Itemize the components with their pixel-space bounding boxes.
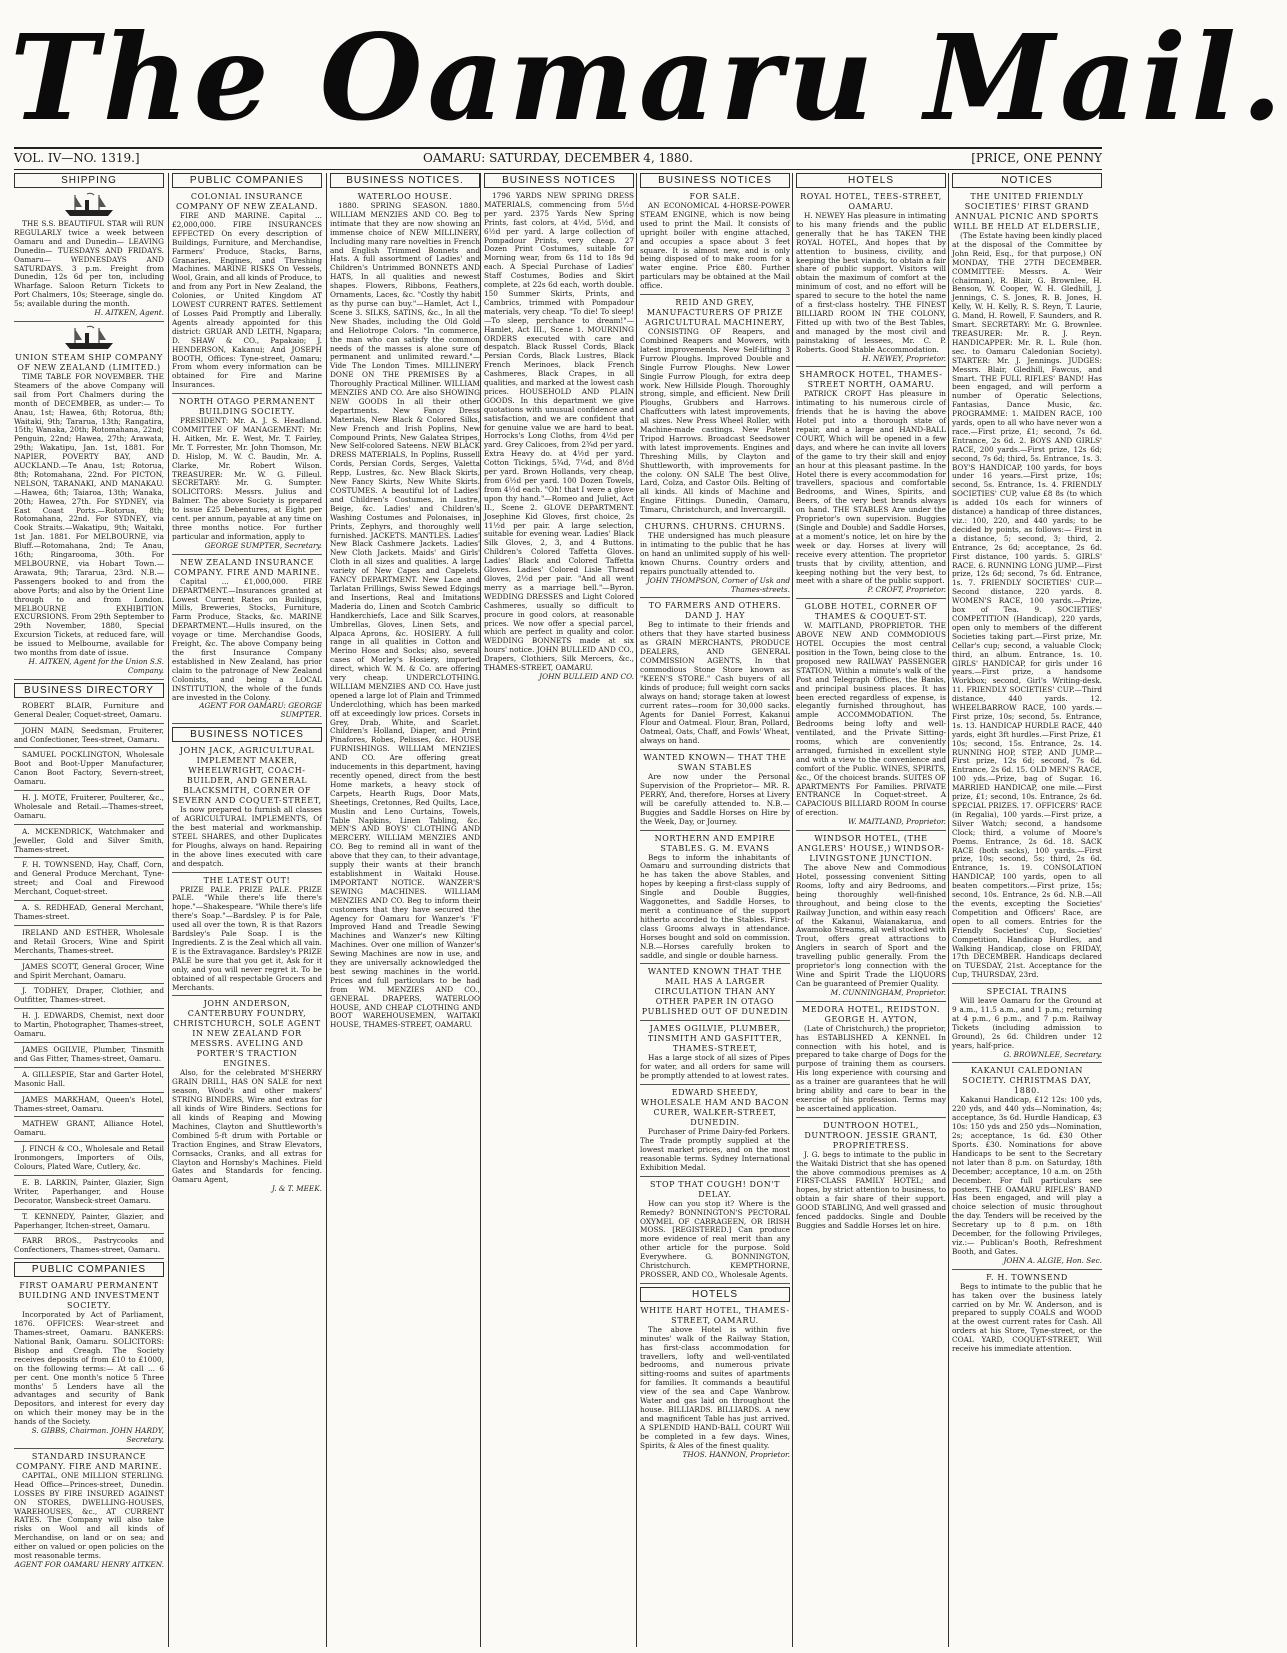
advertisement (14, 1012, 164, 1043)
advert-text: 1796 YARDS NEW SPRING DRESS MATERIALS, commencing from 5½d per yard. 2375 Yards New Spring Prints, fast colors, at 4½d, 5½d, and 6½d per yard. A large collection of Pompadour Prints, very cheap. 27 Dozen Print Costumes, suitable for Morning wear, from 6s 11d to 18s 9d each. A Special Purchase of Ladies' Staff Costumes, Bodies and Skirt complete, at 22s 6d each, worth double. 150 Summer Skirts, Prints, and Cambrics, trimmed with Pompadour materials, very cheap. "To die! To sleep!—To sleep, perchance to dream!"—Hamlet, Act III., Scene 1. MOURNING ORDERS executed with care and despatch. Black Russel Cords, Black Persian Cords, Black Lustres, Black French Merinoes, black French Cashmeres, Black Crapes, in all qualities, and marked at the lowest cash prices. HOUSEHOLD AND PLAIN GOODS. In this department we give quotations with unusual confidence and satisfaction, and we are confident that for genuine value we are hard to beat. Horrocks's Long Cloths, from 4½d per yard. Grey Calicoes, from 2¾d per yard. Extra Heavy do. at 4½d per yard. Cotton Tickings, 5¾d, 7¼d, and 8½d per yard. Brown Hollands, very cheap, from 6½d per yard. 100 Dozen Towels, from 4½d each. "Oh! that I were a glove upon thy hand."—Romeo and Juliet, Act II., Scene 2. GLOVE DEPARTMENT. Josephine Kid Gloves, first choice, 2s 11½d per pair. A large selection, suitable for evening wear. Ladies' Black Silk Gloves, 2, 3, and 4 Buttons. Children's Colored Taffetta Gloves. Ladies' Black and Colored Taffetta Gloves. Ladies' Colored Lisle Thread Gloves, 2½d per pair. "And all went merry as a marriage bell."—Byron. WEDDING DRESSES and Light Colored Cashmeres, usually so difficult to procure in good colors, at reasonable prices. We now offer a special parcel, which are perfect in quality and color. WEDDING BONNETS made at six hours' notice. JOHN BULLEID AND CO., Drapers, Clothiers, Silk Mercers, &c., THAMES-STREET, OAMARU. (484, 191, 634, 673)
advertisement (14, 751, 164, 791)
advert-text: Incorporated by Act of Parliament, 1876. OFFICES: Wear-street and Thames-street, Oamaru. BANKERS: National Bank, Oamaru. SOLICITORS: Bishop and Creagh. The Society receives deposits of from £10 to £1000, on the following terms:— At call ... 6 per cent. One month's notice 5 Three months' 5 Lenders have all the advantages and security of Bank Depositors, and interest for every day on which their money may be in the hands of the Society. (14, 1310, 164, 1427)
advert-text: JAMES SCOTT, General Grocer, Wine and Spirit Merchant, Oamaru. (14, 961, 164, 980)
advert-text: The above Hotel is within five minutes' walk of the Railway Station, has first-class accommodation for travellers, lofty and well-ventilated bedrooms, and numerous private sitting-rooms and suites of apartments for families. It commands a beautiful view of the sea and Cape Wanbrow. Water and gas laid on throughout the house. BILLIARDS. BILLIARDS. A new and magnificent Table has just arrived. A SPLENDID HAND-BALL COURT Will be completed in a few days. Wines, Spirits, & Ales of the finest quality. (640, 1324, 790, 1450)
advert-text: Begs to inform the inhabitants of Oamaru and surrounding districts that he has taken the above Stables, and hopes by keeping a first-class supply of Single and Double Buggies, Waggonettes, and Saddle Horses, to merit a continuance of the support hitherto accorded to the Stables. First-class Grooms always in attendance. Horses bought and sold on commission. N.B.—Horses carefully broken to saddle, and single or double harness. (640, 852, 790, 960)
advertisement (796, 1121, 946, 1234)
advert-title: MEDORA HOTEL, REIDSTON. GEORGE H. AYTON, (801, 1004, 941, 1024)
advertisement (14, 1145, 164, 1176)
advertisement (14, 904, 164, 926)
advert-text: 1880. SPRING SEASON. 1880. WILLIAM MENZIES AND CO. Beg to intimate that they are now showing an immense choice of NEW MILLINERY, Including many rare novelties in French and English Trimmed Bonnets and Hats. A full assortment of Ladies' and Children's Untrimmed BONNETS AND HATS, In all qualities and newest shapes. Flowers, Ribbons, Feathers, Ornaments, Laces, &c. "Costly thy habit as thy purse can buy."—Hamlet, Act I., Scene 3. SILKS, SATINS, &c., In all the New Shades, including the Old Gold and Heliotrope Colors. "In commerce, the man who can satisfy the common needs of the masses is alone sure of permanent and unlimited reward."—Vide The London Times. MILLINERY DONE ON THE PREMISES By a Thoroughly Practical Milliner. WILLIAM MENZIES AND CO. Are also SHOWING NEW GOODS In all their other departments. New Fancy Dress Materials, New Black & Colored Silks, New French and Irish Poplins, New Compound Prints, New Galatea Stripes, New Self-colored Sateens. NEW BLACK DRESS MATERIALS, In Poplins, Russell Cords, Persian Cords, Serges, Valetta Repp, Lustres, &c. New Black Skirts, New Fancy Skirts, New White Skirts. COSTUMES. A beautiful lot of Ladies' and Children's Costumes, in Lustre, Beige, &c. Ladies' and Children's Washing Costumes and Polonaises, in Prints, Zephyrs, and thoroughly well furnished. JACKETS. MANTLES. Ladies' New Black Cashmere Jackets. Ladies' New Cloth Jackets. Maids' and Girls' Cloth in all sizes and qualities. A large variety of New Capes and Capelets. FANCY DEPARTMENT. New Lace and Tarlatan Frillings, Swiss Sewed Edgings and Insertions, Real and Imitations Maderia do, Linen and Scotch Cambric Handkerchiefs, Lace and Silk Scarves, Umbrellas, Gloves, Linen Sets, and Alpaca Aprons, &c. HOSIERY. A full range in all qualities in Cotton and Merino Hose and Socks; also, several cases of Morley's Hosiery, imported direct, which W. M. & Co. are offering very cheap. UNDERCLOTHING. WILLIAM MENZIES AND CO. Have just opened a large lot of Plain and Trimmed Underclothing, which has been marked off at exceedingly low prices. Corsets in Grey, Drab, White, and Scarlet. Children's Holland, Diaper, and Print Pinafores, Robes, Pelisses, &c. HOUSE FURNISHINGS. WILLIAM MENZIES AND CO. Are offering great inducements in this department, having recently opened, direct from the best Home markets, a heavy stock of Carpets, Hearth Rugs, Door Mats, Sheetings, Cretonnes, Red Quilts, Lace, Muslin and Leno Curtains, Towels, Table Napkins, Linen Tabling, &c. MEN'S AND BOYS' CLOTHING AND MERCERY. WILLIAM MENZIES AND CO. Beg to remind all in want of the above that they can, to their advantage, supply their wants at their branch establishment in Waitaki House. IMPORTANT NOTICE. WANZER'S SEWING MACHINES. WILLIAM MENZIES AND CO. Beg to inform their customers that they have secured the Agency for Oamaru for Wanzer's 'F' Improved Hand and Treadle Sewing Machines and Wanzer's new Kilting Machines. Over one million of Wanzer's Sewing Machines are now in use, and they are universally acknowledged the best sewing machines in the world. Prices and full particulars to be had from WM. MENZIES AND CO., GENERAL DRAPERS, WATERLOO HOUSE, AND CHEAP CLOTHING AND BOOT WAREHOUSEMEN, WAITAKI HOUSE, THAMES-STREET, OAMARU. (330, 201, 480, 1030)
advertisement (172, 876, 322, 997)
advertisement (172, 558, 322, 725)
advert-text: Are now under the Personal Supervision of the Proprietor— MR. R. PERRY, And, therefore, Horses at Livery will be carefully attended to. N.B.—Buggies and Saddle Horses on Hire by the Week, Day, or Journey. (640, 772, 790, 826)
advertisement (14, 861, 164, 901)
advertisement (640, 1088, 790, 1177)
advertisement (14, 828, 164, 859)
advert-text: Beg to intimate to their friends and others that they have started business as GRAIN MERCHANTS, PRODUCE DEALERS, AND GENERAL COMMISSION AGENTS, In that commodious Stone Store known as "KEEN'S STORE." Cash buyers of all kinds of produce; full weight corn sacks always on hand; storage taken at lowest current rates—room for 30,000 sacks. Agents for Daniel Forrest, Kakanui Flour and Oatmeal. Flour, Bran, Pollard, Oatmeal, Oats, Chaff, and Fowls' Wheat, always on hand. (640, 620, 790, 746)
advert-title: JOHN ANDERSON, CANTERBURY FOUNDRY, CHRISTCHURCH, SOLE AGENT IN NEW ZEALAND FOR MESSRS. AVELING AND PORTER'S TRACTION ENGINES. (173, 999, 321, 1069)
advertisement (14, 987, 164, 1009)
column-divider (636, 173, 637, 1647)
advert-signature: S. GIBBS, Chairman. JOHN HARDY, Secretary. (31, 1426, 164, 1444)
advert-text: J. FINCH & CO., Wholesale and Retail Ironmongers, Importers of Oils, Colours, Plated Ware, Cutlery, &c. (14, 1144, 164, 1172)
column-heading: NOTICES (952, 173, 1102, 188)
advert-text: AN ECONOMICAL 4-HORSE-POWER STEAM ENGINE, which is now being used to print the Mail. It consists of upright boiler with engine attached, and occupies a space about 3 feet square. It is almost new, and is only being disposed of to make room for a water engine. Price £80. Further particulars may be obtained at the Mail office. (640, 201, 790, 291)
advert-title: WHITE HART HOTEL, THAMES-STREET, OAMARU. (640, 1305, 790, 1325)
advert-text: Also, for the celebrated M'SHERRY GRAIN DRILL, HAS ON SALE for next season, Wood's and other makers' STRING BINDERS, Wire and extras for all kinds of Wire Binders. Sections for all kinds of Reaping and Mowing Machines, Clayton and Shuttleworth's Combined 5-ft drum with Portable or Traction Engines, and Straw Elevators, Cornsacks, Cranks, and all extras for Clayton and Hornsby's Machines. Field Gates and Standards for fencing. Oamaru Agent, (172, 1068, 322, 1185)
advertisement (172, 397, 322, 555)
advertisement (172, 999, 322, 1197)
advert-text: SAMUEL POCKLINGTON, Wholesale Boot and Boot-Upper Manufacturer, Canon Boot Factory, Severn-street, Oamaru. (14, 750, 164, 787)
advertisement (14, 1096, 164, 1118)
advertisement (14, 1179, 164, 1210)
advert-signature: JOHN A. ALGIE, Hon. Sec. (1003, 1255, 1102, 1265)
advertisement (14, 1071, 164, 1093)
advert-title: SHAMROCK HOTEL, THAMES-STREET NORTH, OAMARU. (799, 370, 943, 390)
advertisement (796, 1005, 946, 1118)
advert-text: FIRE AND MARINE. Capital ... £2,000,000. FIRE INSURANCES EFFECTED On every description of Buildings, Furniture, and Merchandise, Farmers' Produce, Stacks, Barns, Granaries, Engines, and Threshing Machines. MARINE RISKS On Vessels, Wool, Grain, and all kinds of Produce, to and from any Port in New Zealand, the Colonies, or United Kingdom AT LOWEST CURRENT RATES. Settlement of Losses Paid Promptly and Liberally. Agents already appointed for this district: GRUAR AND LEITH, Ngapara; D. SHAW & CO., Papakaio; J. HENDERSON, Kakanui; And JOSEPH BOOTH, Offices: Tyne-street, Oamaru; From whom every information can be obtained for Fire and Marine Insurances. (172, 211, 322, 390)
advert-signature: W. MAITLAND, Proprietor. (847, 817, 946, 827)
advert-title: NEW ZEALAND INSURANCE COMPANY. FIRE AND MARINE. (173, 557, 321, 577)
advert-signature: P. CROFT, Proprietor. (867, 585, 946, 595)
page-column (796, 173, 946, 1647)
advertisement (640, 1306, 790, 1463)
column-divider (326, 173, 327, 1647)
advert-text: (The Estate having been kindly placed at the disposal of the Committee by John Reid, Esq., for that purpose,) ON MONDAY, THE 27TH DECEMBER. COMMITTEE: Messrs. A. Weir (chairman), R. Blair, G. Brownlee, H. Benson, W. Cooper, W. H. Gledhill, J. Jennings, C. S. Jones, R. B. Jones, H. Kelly, W. H. Kelly, R. S. Reyn, T. Laurie, G. Mand, H. Rowell, F. Saunders, and R. Smart. SECRETARY: Mr. G. Brownlee. TREASURER: Mr. R. J. Reyn. HANDICAPPER: Mr. R. L. Rule (hon. sec. to Oamaru Caledonian Society). STARTER: Mr. J. Jennings. JUDGES: Messrs. Blair, Gledhill, Fawcus, and Smart. THE FULL RIFLES' BAND! Has been engaged, and will perform a number of Operatic Selections, Fantasias, Dance Music, &c. PROGRAMME: 1. MAIDEN RACE, 100 yards, open to all who have never won a race.—First prize, £1; second, 7s 6d. Entrance, 2s 6d. 2. BOYS AND GIRLS' RACE, 200 yards.—First prize, 12s 6d; second, 7s 6d; third, 5s. Entrance, 1s. 3. BOY'S HANDICAP, 100 yards, for boys under 16 years.—First prize, 10s; second, 5s. Entrance, 1s. 4. FRIENDLY SOCIETIES' CUP, value £8 8s (to which is added 10s each for winners of distance) a handicap of three distances, viz.: 100, 220, and 440 yards; to be decided by points, as follows:— First in a distance, 5; second, 3; third, 2. Entrance, 2s 6d; acceptance, 2s 6d. First distance, 100 yards. 5. GIRLS' RACE. 6. RUNNING LONG JUMP.—First prize, 12s 6d; second, 7s 6d. Entrance, 1s. 7. FRIENDLY SOCIETIES' CUP.—Second distance, 220 yards. 8. WOMEN'S RACE, 100 yards.—Prize, box of Tea. 9. SOCIETIES' COMPETITION (Handicap), 220 yards, open only to members of the different Societies taking part.—First prize, Mr. Cellar's cup; second, a valuable Clock; third, an album. Entrance, 1s. 10. GIRLS' HANDICAP, for girls under 16 years.—First prize, a handsome Workbox; second, Girl's Writing-desk. 11. FRIENDLY SOCIETIES' CUP.—Third distance, 440 yards. 12. WHEELBARROW RACE, 100 yards.—First prize, 10s; second, 5s. Entrance, 1s. 13. HANDICAP HURDLE RACE, 440 yards, eight 3ft hurdles.—First Prize, £1 10s; second, 15s. Entrance, 2s. 14. RUNNING HOP, STEP, AND JUMP.—First prize, 12s 6d; second, 7s 6d. Entrance, 2s 6d. 15. OLD MEN'S RACE, 100 yds.—Prize, bag of Sugar. 16. MARRIED HANDICAP, one mile.—First prize, £1; second, 10s. Entrance, 2s 6d. SPECIAL PRIZES. 17. OFFICERS' RACE (in Regalia), 100 yards.—First prize, a Silver Watch; second, a handsome Clock; third, a volume of Moore's Poems. Entrance, 2s 6d. 18. SACK RACE (both sacks), 100 yards.—First prize, 10s; second, 5s; third, 2s 6d. Entrance, 1s. 19. CONSOLATION HANDICAP, 100 yards, open to all beaten competitors.—First prize, 15s; second, 10s. Entrance, 2s 6d. N.B.—All the events, excepting the Societies' Competition and Officers' Race, are open to all comers. Entries for the Friendly Societies' Cup, Societies' Competition, Handicap Hurdles, and Walking Handicap, close on FRIDAY, 17th DECEMBER. Handicaps declared on TUESDAY, 21st. Acceptance for the Cup, THURSDAY, 23rd. (952, 231, 1102, 980)
advert-title: ROYAL HOTEL, TEES-STREET, OAMARU. (800, 192, 942, 211)
advert-text: J. TODHEY, Draper, Clothier, and Outfitter, Thames-street. (14, 986, 164, 1005)
advert-text: TIME TABLE FOR NOVEMBER. THE Steamers of the above Company will sail from Port Chalmers during the month of DECEMBER, as under:— To Anau, 1st; Hawea, 6th; Rotorua, 8th; Waitaki, 9th; Tararua, 13th; Rangatira, 15th; Wanaka, 20th; Rotomahana, 22nd; Penguin, 22nd; Hawea, 27th; Arawata, 29th; Wakatipu, Jan. 1st, 1881. For NAPIER, POVERTY BAY, AND AUCKLAND.—Te Anau, 1st; Rotorua, 8th; Rotomahana, 22nd. For PICTON, NELSON, TARANAKI, AND MANAKAU.—Hawea, 6th; Taiaroa, 13th; Wanaka, 20th; Hawea, 27th. For SYDNEY, via East Coast Ports.—Rotorua, 8th; Rotomahana, 22nd. For SYDNEY, via Cook Straits.—Wakatipu, 9th; Waitaki, 1st Jan. 1881. For MELBOURNE, via Bluff.—Rotomahana, 2nd; Te Anau, 16th; Ringarooma, 30th. For MELBOURNE, via Hobart Town.—Arawata, 9th; Tararua, 23rd. N.B.—Passengers booked to and from the above Ports; and also by the Orient Line through to and from London. MELBOURNE EXHIBITION EXCURSIONS. From 29th September to 29th November, 1880, Special Excursion Tickets, at reduced fare, will be issued to Melbourne, available for two months from date of issue. (14, 371, 164, 658)
column-heading: HOTELS (640, 1287, 790, 1302)
advertisement (796, 834, 946, 1002)
advertisement (14, 192, 164, 322)
advert-text: (Late of Christchurch,) the proprietor, has ESTABLISHED A KENNEL In connection with his hotel, and is prepared to take charge of Dogs for the purpose of training them as coursers. His long experience with coursing and as a trainer are guarantees that he will bring ability and care to bear in the exercise of his profession. Terms may be ascertained application. (796, 1023, 946, 1113)
advertisement (640, 967, 790, 1021)
advert-text: H. J. EDWARDS, Chemist, next door to Martin, Photographer, Thames-street, Oamaru. (14, 1011, 164, 1039)
advert-title: WATERLOO HOUSE. (357, 192, 453, 201)
advert-title: JOHN JACK, AGRICULTURAL IMPLEMENT MAKER, WHEELWRIGHT, COACH-BUILDER, AND GENERAL BLACKSMITH, CORNER OF SEVERN AND COQUET-STREET, (172, 746, 322, 806)
advertisement (14, 794, 164, 825)
column-heading: BUSINESS DIRECTORY (14, 683, 164, 698)
advert-title: EDWARD SHEEDY, WHOLESALE HAM AND BACON CURER, WALKER-STREET, DUNEDIN. (640, 1088, 790, 1128)
advertisement (14, 727, 164, 749)
advert-title: WINDSOR HOTEL, (THE ANGLERS' HOUSE,) WINDSOR-LIVINGSTONE JUNCTION. (797, 834, 945, 864)
advertisement (640, 834, 790, 965)
advert-title: STANDARD INSURANCE COMPANY. FIRE AND MARINE. (15, 1451, 163, 1471)
advert-text: F. H. TOWNSEND, Hay, Chaff, Corn, and General Produce Merchant, Tyne-street; and Coal and Firewood Merchant, Coquet-street. (14, 860, 164, 897)
column-heading: BUSINESS NOTICES. (330, 173, 480, 188)
advertisement (330, 192, 480, 1033)
advert-text: IRELAND AND ESTHER, Wholesale and Retail Grocers, Wine and Spirit Merchants, Thames-street. (14, 927, 164, 955)
advertisement (952, 1066, 1102, 1269)
advert-text: THE S.S. BEAUTIFUL STAR will RUN REGULARLY twice a week between Oamaru and and Dunedin— LEAVING Dunedin— TUESDAYS AND FRIDAYS. Oamaru— WEDNESDAYS AND SATURDAYS. 3 p.m. Freight from Dunedin, 12s 6d per ton, including Wharfage. Saloon Return Tickets to Port Chalmers, 10s; Steerage, single do. 5s; available during the month. (14, 219, 164, 309)
advertisement (952, 192, 1102, 984)
advertisement (14, 963, 164, 985)
page-column (952, 173, 1102, 1647)
advert-signature: JOHN THOMPSON, Corner of Usk and Thames-streets. (646, 575, 790, 594)
advert-text: J. G. begs to intimate to the public in the Waitaki District that she has opened the above commodious premises as A FIRST-CLASS FAMILY HOTEL; and hopes, by strict attention to business, to obtain a fair share of their support. GOOD STABLING, And well grassed and fenced paddocks. Single and Double Buggies and Saddle Horses let on hire. (796, 1149, 946, 1230)
advert-title: DUNTROON HOTEL, DUNTROON. JESSIE GRANT, PROPRIETRESS. (804, 1120, 938, 1150)
page-column (640, 173, 790, 1647)
advert-text: Begs to intimate to the public that he has taken over the business lately carried on by Mr. W. Anderson, and is prepared to supply COALS and WOOD at the owest current rates for Cash. All orders at his Store, Tyne-street, or the COAL YARD, COQUET-STREET, Will receive his immediate attention. (952, 1281, 1102, 1354)
advert-title: FOR SALE. (689, 192, 741, 201)
advert-signature: JOHN BULLEID AND CO. (539, 671, 634, 681)
column-heading: BUSINESS NOTICES (172, 727, 322, 742)
advertisement (640, 298, 790, 519)
advertisement (14, 702, 164, 724)
advert-signature: J. & T. MEEK. (271, 1184, 322, 1194)
advertisement (640, 522, 790, 598)
column-heading: BUSINESS NOTICES (484, 173, 634, 188)
advertisement (640, 192, 790, 295)
advertisement (484, 192, 634, 685)
advertisement (14, 1046, 164, 1068)
advert-text: CAPITAL, ONE MILLION STERLING. Head Office—Princes-street, Dunedin. LOSSES BY FIRE INSURED AGAINST ON STORES, DWELLING-HOUSES, WAREHOUSES, &c., AT CURRENT RATES. The Company will also take risks on Wool and all kinds of Merchandise, on land or on sea; and either on valued or open policies on the most reasonable terms. (14, 1470, 164, 1561)
advert-text: H. J. MOTE, Fruiterer, Poulterer, &c., Wholesale and Retail.—Thames-street, Oamaru. (14, 793, 164, 820)
advert-signature: M. CUNNINGHAM, Proprietor. (830, 987, 946, 997)
advert-text: T. KENNEDY, Painter, Glazier, and Paperhanger, Itchen-street, Oamaru. (14, 1211, 164, 1230)
advert-text: Capital ... £1,000,000. FIRE DEPARTMENT.—Insurances granted at Lowest Current Rates on Buildings, Mills, Breweries, Stocks, Furniture, Farm Produce, Stacks, &c. MARINE DEPARTMENT.—Hulls insured, on the voyage or time. Merchandise Goods, Freight, &c. The above Company being the first Insurance Company established in New Zealand, has prior claim to the patronage of New Zealand Colonists, and being a LOCAL INSTITUTION, the whole of the funds are invested in the Colony. (172, 576, 322, 702)
advert-title: CHURNS. CHURNS. CHURNS. (644, 522, 786, 532)
advertisement (952, 1273, 1102, 1357)
advert-text: THE undersigned has much pleasure in intimating to the public that he has on hand an unlimited supply of his well-known Churns. Country orders and repairs punctually attended to. (640, 531, 790, 576)
advert-text: A. MCKENDRICK, Watchmaker and Jeweller, Gold and Silver Smith, Thames-street. (14, 826, 164, 854)
column-divider (948, 173, 949, 1647)
advert-text: PATRICK CROFT Has pleasure in intimating to his numerous circle of friends that he is having the above Hotel put into a thorough state of repair, and a large and HAND-BALL COURT, Which will be opened in a few days, and where he can invite all lovers of the game to try their skill and enjoy an hour at this pleasant pastime. In the Hotel there is every accommodation for travellers, spacious and comfortable Bedrooms, and Wines, Spirits, and Beers, of the very best brands always on hand. THE STABLES Are under the Proprietor's own supervision. Buggies (Single and Double) and Saddle Horses, at a moment's notice, let on hire by the week or day. Horses at livery will receive every attention. The proprietor trusts that by civility, attention, and keeping nothing but the very best, to meet with a share of the public support. (796, 389, 946, 586)
advert-text: Has a large stock of all sizes of Pipes for water, and all orders for same will be promptly attended to at lowest rates. (640, 1053, 790, 1081)
advertisement (796, 192, 946, 367)
advert-title: THE LATEST OUT! (203, 875, 291, 885)
advertisement (14, 1213, 164, 1235)
advert-text: How can you stop it? Where is the Remedy? BONNINGTON'S PECTORAL OXYMEL OF CARRAGEEN, OR IRISH MOSS. [REGISTERED.] Can produce more evidence of real merit than any other article for the purpose. Sold Everywhere. G. BONNINGTON, Christchurch. KEMPTHORNE, PROSSER, AND CO., Wholesale Agents. (640, 1198, 790, 1279)
advertisement (172, 746, 322, 872)
advertisement (952, 987, 1102, 1063)
advert-title: THE UNITED FRIENDLY SOCIETIES' FIRST GRAND ANNUAL PICNIC AND SPORTS WILL BE HELD AT ELDERSLIE, (953, 192, 1101, 231)
advert-title: KAKANUI CALEDONIAN SOCIETY. CHRISTMAS DAY, 1880. (962, 1066, 1092, 1096)
column-divider (792, 173, 793, 1647)
advertisement (640, 753, 790, 830)
advert-title: STOP THAT COUGH! DON'T DELAY. (649, 1179, 781, 1199)
advert-text: PRIZE PALE. PRIZE PALE. PRIZE PALE. "While there's life there's hope."—Shakespeare. "While there's life there's Soap."—Bardsley. P is for Pale, used all over the town, R is that Razors Bardsley's Pale Soap. I is the Ingredients. Z is the Zeal which all vain. E is the Extravagance. Bardsley's PRIZE PALE be sure that you get it, Ask for it only, and you will never regret it. To be obtained of all respectable Grocers and Merchants. (172, 884, 322, 992)
column-heading: HOTELS (796, 173, 946, 188)
masthead-title: The Oamaru Mail. (10, 8, 1287, 147)
advertisement (14, 1452, 164, 1573)
column-heading: PUBLIC COMPANIES (172, 173, 322, 188)
advert-text: The above New and Commodious Hotel, possessing convenient Sitting Rooms, lofty and airy Bedrooms, and being thoroughly well-finished throughout, and being close to the Railway Junction, and within easy reach of the Kakanui, Waianakarua, and Awamoko Streams, all well stocked with Trout, offers great attractions to Anglers in search of Sport and the travelling public generally. From the proprietor's long connection with the Wine and Spirit Trade the LIQUORS Can be guaranteed of Premier Quality. (796, 863, 946, 988)
advert-text: H. NEWEY Has pleasure in intimating to his many friends and the public generally that he has TAKEN THE ROYAL HOTEL, And hopes that by attention to business, civility, and keeping the best viands, to obtain a fair share of public support. Visitors will obtain the maximum of comfort at the minimum of cost, and no effort will be spared to secure to the hotel the name of a first-class hostelry. THE FINEST BILLIARD ROOM IN THE COLONY, Fitted up with two of the Best Tables, and managed by the most civil and painstaking of lessees, Mr. C. P. Roberts. Good Stable Accommodation. (796, 211, 946, 354)
advert-text: JAMES MARKHAM, Queen's Hotel, Thames-street, Oamaru. (14, 1094, 164, 1113)
advertisement (14, 1237, 164, 1259)
advert-signature: AGENT FOR OAMARU HENRY AITKEN. (14, 1559, 164, 1569)
advert-title: SPECIAL TRAINS (986, 987, 1068, 997)
dateline-bar (14, 147, 1102, 170)
advert-text: FARR BROS., Pastrycooks and Confectioners, Thames-street, Oamaru. (14, 1236, 164, 1255)
page-column (484, 173, 634, 1647)
advert-text: A. GILLESPIE, Star and Garter Hotel, Masonic Hall. (14, 1069, 164, 1088)
advert-text: CONSISTING OF Reapers, and Combined Reapers and Mowers, with latest improvements. New Self-lifting 3 Furrow Ploughs. Improved Double and Single Furrow Ploughs. New Lower Single Furrow Plough, for extra deep work. New Hillside Plough. Thoroughly strong, simple, and efficient. New Drill Ploughs, Grubbers and Harrows. Chaffcutters with latest improvements, all sizes. New Press Wheel Roller, with Machine-made castings. New Patent Tripod Harrows. Broadcast Seedsower with latest improvements. Engines and Threshing Mills, by Clayton and Shuttleworth, with improvements for the colony. ON SALE The best Olive, Lard, Colza, and Castor Oils. Belting of all kinds. All kinds of Machine and Engine Fittings. Dunedin, Oamaru, Timaru, Christchurch, and Invercargill. (640, 327, 790, 515)
advertisement (796, 602, 946, 831)
advertisement (640, 601, 790, 750)
column-heading: PUBLIC COMPANIES (14, 1262, 164, 1277)
advert-signature: G. BROWNLEE, Secretary. (1003, 1049, 1102, 1059)
issue-date: OAMARU: SATURDAY, DECEMBER 4, 1880. (423, 151, 693, 165)
volume-number: VOL. IV—NO. 1319.] (14, 151, 140, 165)
steamship-icon (61, 192, 117, 218)
steamship-icon (61, 325, 117, 351)
advertisement (14, 929, 164, 960)
advert-text: Kakanui Handicap, £12 12s: 100 yds, 220 yds, and 440 yds—Nomination, 4s; acceptance, 3s 6d. Hurdle Handicap, £3 10s: 150 yds and 250 yds—Nomination, 2s; acceptance, 1s 6d. £30 Other Sports. £30. Nominations for above Handicaps to be sent to the Secretary not later than 8 p.m. on Saturday, 18th December; acceptance, 10 a.m. on 25th December. For full particulars see posters. THE OAMARU RIFLES' BAND Has been engaged, and will play a choice selection of music throughout the day. Tenders will be received by the Secretary up to 8 p.m. on 18th December, for the following Privileges, viz.:— Publican's Booth, Refreshment Booth, and Gates. (952, 1095, 1102, 1256)
issue-price: [PRICE, ONE PENNY (971, 151, 1102, 165)
advertisement (14, 1120, 164, 1142)
advert-title: WANTED KNOWN THAT THE MAIL HAS A LARGER CIRCULATION THAN ANY OTHER PAPER IN OTAGO PUBLISHED OUT OF DUNEDIN (641, 967, 789, 1017)
advert-signature: H. NEWEY, Proprietor. (862, 353, 946, 363)
advert-signature: THOS. HANNON, Proprietor. (682, 1449, 790, 1459)
page-column (172, 173, 322, 1647)
advert-text: Will leave Oamaru for the Ground at 9 a.m., 11.5 a.m., and 1 p.m.; returning at 4 p.m., 6 p.m., and 7 p.m. Railway Tickets (including admission to Ground), 2s 6d. Children under 12 years, half-price. (952, 996, 1102, 1050)
column-heading: SHIPPING (14, 173, 164, 188)
advert-title: NORTH OTAGO PERMANENT BUILDING SOCIETY. (178, 397, 315, 417)
advert-title: TO FARMERS AND OTHERS. DAND J. HAY (648, 601, 782, 621)
advert-text: PRESIDENT: Mr. A. J. S. Headland. COMMITTEE OF MANAGEMENT: Mr. H. Aitken, Mr. E. West, Mr. T. Fairley, Mr. T. Forrester, Mr. John Thomson, Mr. D. Hislop, M. W. C. Baudin, Mr. A. Clarke, Mr. Robert Wilson. TREASURER: Mr. W. G. Filleul. SECRETARY: Mr. G. Sumpter. SOLICITORS: Messrs. Julius and Balmer. The above Society is prepared to issue £25 Debentures, at Eight per cent. per annum, payable at any time on three months notice. For further particular and information, apply to (172, 416, 322, 541)
advert-text: ROBERT BLAIR, Furniture and General Dealer, Coquet-street, Oamaru. (14, 700, 164, 719)
advert-title: WANTED KNOWN— THAT THE SWAN STABLES (643, 753, 787, 773)
advert-title: JAMES OGILVIE, PLUMBER, TINSMITH AND GASFITTER, THAMES-STREET, (647, 1024, 783, 1054)
advert-signature: H. AITKEN, Agent for the Union S.S. Company. (28, 656, 164, 675)
advert-title: UNION STEAM SHIP COMPANY OF NEW ZEALAND (LIMITED.) (15, 352, 163, 372)
advertisement (172, 192, 322, 394)
column-divider (480, 173, 481, 1647)
advertisement (640, 1024, 790, 1085)
advert-text: Is now prepared to furnish all classes of AGRICULTURAL IMPLEMENTS, Of the best material and workmanship. STEEL SHARES, and other Duplicates for Ploughs, always on hand. Repairing in the above lines executed with care and despatch. (172, 805, 322, 868)
column-heading: BUSINESS NOTICES (640, 173, 790, 188)
advert-text: A. S. REDHEAD, General Merchant, Thames-street. (14, 903, 164, 921)
advert-text: JOHN MAIN, Seedsman, Fruiterer, and Confectioner, Tees-street, Oamaru. (14, 725, 164, 744)
page-column (14, 173, 164, 1647)
advert-text: Purchaser of Prime Dairy-fed Porkers. The Trade promptly supplied at the lowest market prices, and on the most reasonable terms. Sydney International Exhibition Medal. (640, 1127, 790, 1172)
advert-signature: H. AITKEN, Agent. (94, 308, 164, 318)
advert-title: REID AND GREY, MANUFACTURERS OF PRIZE AGRICULTURAL MACHINERY, (644, 298, 786, 328)
advert-text: W. MAITLAND, PROPRIETOR. THE ABOVE NEW AND COMMODIOUS HOTEL Occupies the most central position in the Town, being close to the proposed new RAILWAY PASSENGER STATION, Within a minute's walk of the Post and Telegraph Offices, the Banks, and principal business places. It has been erected regardless of expense, is elegantly furnished throughout, has ample ACCOMMODATION. The Bedrooms being lofty and well-ventilated, and the Private Sitting-rooms, which are conveniently arranged, furnished in excellent style and with a view to the convenience and comfort of the Public. WINES, SPIRITS, &c., Of the choicest brands. SUITES OF APARTMENTS For Families. PRIVATE ENTRANCE In Coquet-street. A CAPACIOUS BILLIARD ROOM In course of erection. (796, 621, 946, 818)
advert-signature: GEORGE SUMPTER, Secretary. (204, 540, 322, 550)
advert-title: F. H. TOWNSEND (986, 1272, 1068, 1282)
advert-text: JAMES OGILVIE, Plumber, Tinsmith and Gas Fitter, Thames-street, Oamaru. (14, 1044, 164, 1063)
advert-title: COLONIAL INSURANCE COMPANY OF NEW ZEALAND. (175, 192, 319, 211)
advertisement (796, 370, 946, 599)
advert-signature: AGENT FOR OAMARU: GEORGE SUMPTER. (199, 701, 322, 720)
advertisement (14, 1281, 164, 1449)
advertisement (640, 1180, 790, 1284)
advertisement (14, 325, 164, 680)
advert-title: FIRST OAMARU PERMANENT BUILDING AND INVESTMENT SOCIETY. (18, 1281, 160, 1311)
advert-text: E. B. LARKIN, Painter, Glazier, Sign Writer, Paperhanger, and House Decorator, Wansbeck-street Oamaru. (14, 1177, 164, 1205)
page-column (330, 173, 480, 1647)
advert-title: NORTHERN AND EMPIRE STABLES. G. M. EVANS (654, 833, 776, 853)
advert-title: GLOBE HOTEL, CORNER OF THAMES & COQUET-ST. (804, 602, 938, 622)
advert-text: MATHEW GRANT, Alliance Hotel, Oamaru. (14, 1119, 164, 1138)
column-divider (168, 173, 169, 1647)
